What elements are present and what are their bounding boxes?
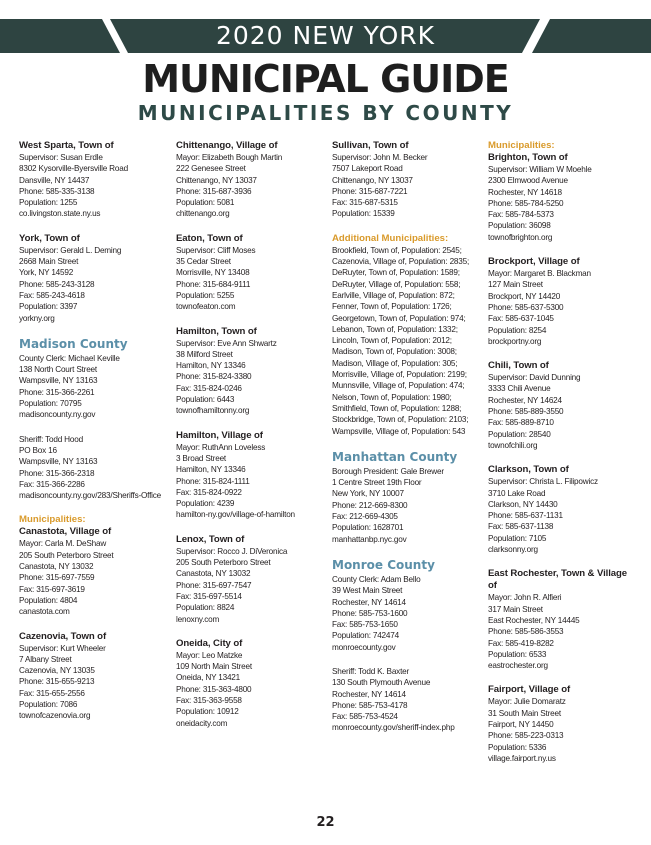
- entry-line: 35 Cedar Street: [176, 257, 231, 267]
- directory-entry: [488, 360, 638, 451]
- entry-line: Supervisor: Kurt Wheeler: [19, 643, 106, 653]
- entry-line: Phone: 315-655-9213: [19, 677, 95, 687]
- entry-line: Population: 5081: [176, 198, 235, 208]
- entry-line: Fax: 585-637-1045: [488, 314, 554, 324]
- directory-entry: [176, 638, 326, 729]
- entry-line: Wampsville, NY 13163: [19, 457, 98, 467]
- entry-line: Phone: 585-889-3550: [488, 407, 564, 417]
- entry-line: 7 Albany Street: [19, 654, 72, 664]
- entry-title: Canastota, Village of: [19, 526, 112, 538]
- entry-line: Supervisor: Rocco J. DiVeronica: [176, 546, 288, 556]
- page-number: 22: [316, 815, 335, 830]
- entry-line: Supervisor: Susan Erdle: [19, 153, 103, 162]
- entry-line: 205 South Peterboro Street: [19, 550, 114, 560]
- entry-line: Fax: 585-243-4618: [19, 290, 85, 300]
- entry-line: Wampsville, NY 13163: [19, 376, 98, 386]
- entry-title: Lenox, Town of: [176, 533, 245, 545]
- banner-title: 2020 NEW YORK: [215, 21, 436, 50]
- entry-line: Rochester, NY 14614: [332, 689, 406, 699]
- entry-line: Fax: 315-655-2556: [19, 688, 85, 698]
- directory-entry: [488, 684, 638, 764]
- entry-title: Hamilton, Town of: [176, 325, 257, 337]
- county-heading: Monroe County: [332, 557, 435, 572]
- entry-line: Population: 5336: [488, 742, 547, 752]
- entry-title: Chili, Town of: [488, 360, 549, 372]
- entry-line: Rochester, NY 14618: [488, 187, 562, 197]
- entry-line: Supervisor: Gerald L. Deming: [19, 245, 122, 255]
- entry-title: York, Town of: [19, 232, 80, 244]
- entry-line: Chittenango, NY 13037: [176, 175, 257, 185]
- entry-line: 1 Centre Street 19th Floor: [332, 478, 422, 488]
- entry-line: Brockport, NY 14420: [488, 291, 561, 301]
- directory-entry: [19, 434, 169, 502]
- entry-website-link[interactable]: clarksonny.org: [488, 545, 538, 555]
- entry-line: Phone: 315-366-2318: [19, 468, 95, 478]
- entry-line: Supervisor: David Dunning: [488, 373, 581, 383]
- directory-entry: [19, 631, 169, 722]
- entry-title: East Rochester, Town & Village of: [488, 568, 627, 592]
- entry-website-link[interactable]: yorkny.org: [19, 313, 55, 323]
- entry-line: York, NY 14592: [19, 268, 74, 278]
- entry-title: Brockport, Village of: [488, 256, 580, 268]
- entry-title: Sullivan, Town of: [332, 140, 409, 151]
- entry-line: 109 North Main Street: [176, 662, 252, 672]
- entry-line: County Clerk: Michael Keville: [19, 353, 120, 363]
- entry-line: Hamilton, NY 13346: [176, 361, 246, 371]
- entry-line: East Rochester, NY 14445: [488, 615, 580, 625]
- section-label: Municipalities:: [19, 514, 86, 526]
- entry-line: Fax: 315-366-2286: [19, 479, 85, 489]
- entry-line: Population: 7086: [19, 699, 78, 709]
- entry-title: Hamilton, Village of: [176, 429, 263, 441]
- entry-line: 205 South Peterboro Street: [176, 558, 271, 568]
- entry-line: Population: 4239: [176, 499, 235, 509]
- additional-municipalities-text: Brookfield, Town of, Population: 2545; Cazenovia, Village of, Population: 2835; DeRuyter, Town of, Population: 1589; DeRuyter, Village of, Population: 558; Earlville, Village of, Population: 872; Fenner, Town of, Population: 1726; Georgetown, Town of, Population: 974; Lebanon, Town of, Population: 1332; Lincoln, Town of, Population: 2012; Madison, Town of, Population: 3008; Madison, Village of, Population: 305; Morrisville, Village of, Population: 2199; Munnsville, Village of, Population: 474; Nelson, Town of, Population: 1980; Smithfield, Town of, Population: 1288; Stockbridge, Town of, Population: 2103; Wampsville, Village of, Population: 543: [332, 245, 470, 436]
- entry-line: 2668 Main Street: [19, 257, 79, 267]
- entry-line: County Clerk: Adam Bello: [332, 574, 421, 584]
- entry-line: 3710 Lake Road: [488, 488, 546, 498]
- entry-line: 3333 Chili Avenue: [488, 384, 551, 394]
- entry-website-link[interactable]: madisoncounty.ny.gov: [19, 410, 96, 420]
- directory-entry: [19, 140, 169, 220]
- entry-line: Phone: 585-243-3128: [19, 279, 95, 289]
- column-3: [332, 140, 482, 747]
- directory-entry: [488, 256, 638, 347]
- entry-title: Cazenovia, Town of: [19, 630, 107, 642]
- entry-line: Population: 5255: [176, 290, 235, 300]
- entry-line: Fax: 315-697-5514: [176, 591, 242, 601]
- column-1: [19, 140, 169, 735]
- entry-line: Mayor: Margaret B. Blackman: [488, 269, 591, 279]
- header-banner: [0, 19, 651, 53]
- entry-line: Mayor: Carla M. DeShaw: [19, 539, 107, 549]
- entry-line: 130 South Plymouth Avenue: [332, 678, 431, 688]
- entry-title: Clarkson, Town of: [488, 464, 569, 476]
- entry-title: Oneida, City of: [176, 637, 243, 649]
- entry-line: Population: 10912: [176, 707, 239, 717]
- directory-entry: [176, 140, 326, 220]
- entry-line: Population: 742474: [332, 631, 399, 641]
- entry-line: Rochester, NY 14614: [332, 597, 406, 607]
- entry-line: Phone: 315-687-7221: [332, 186, 408, 196]
- directory-entry: [19, 233, 169, 324]
- entry-title: Eaton, Town of: [176, 232, 243, 244]
- entry-title: West Sparta, Town of: [19, 140, 114, 151]
- entry-line: 127 Main Street: [488, 280, 543, 290]
- entry-line: Canastota, NY 13032: [176, 569, 251, 579]
- entry-line: 38 Milford Street: [176, 349, 233, 359]
- entry-line: Population: 15339: [332, 209, 395, 219]
- section-label: Additional Municipalities:: [332, 232, 449, 244]
- entry-title: Brighton, Town of: [488, 152, 568, 163]
- entry-line: Fax: 585-753-1650: [332, 620, 398, 630]
- entry-line: Fax: 585-889-8710: [488, 418, 554, 428]
- entry-line: Phone: 585-637-5300: [488, 302, 564, 312]
- entry-line: Population: 8824: [176, 603, 235, 613]
- entry-line: Population: 70795: [19, 399, 82, 409]
- entry-line: Dansville, NY 14437: [19, 175, 90, 185]
- entry-line: Phone: 585-753-4178: [332, 700, 408, 710]
- page-subtitle: MUNICIPALITIES BY COUNTY: [137, 101, 514, 125]
- entry-line: Mayor: Julie Domaratz: [488, 697, 566, 707]
- entry-website-link[interactable]: co.livingston.state.ny.us: [19, 209, 101, 219]
- county-heading: Madison County: [19, 336, 128, 351]
- entry-line: Population: 6533: [488, 649, 547, 659]
- entry-line: 3 Broad Street: [176, 453, 226, 463]
- entry-line: Population: 4804: [19, 595, 78, 605]
- entry-website-link[interactable]: oneidacity.com: [176, 718, 228, 728]
- column-2: [176, 140, 326, 742]
- entry-line: Phone: 585-637-1131: [488, 511, 563, 521]
- entry-title: Fairport, Village of: [488, 684, 571, 696]
- entry-website-link[interactable]: townofhamiltonny.org: [176, 406, 250, 416]
- entry-line: Fax: 315-824-0922: [176, 487, 242, 497]
- entry-line: Mayor: Elizabeth Bough Martin: [176, 153, 283, 162]
- entry-line: Population: 8254: [488, 325, 547, 335]
- entry-line: Fax: 585-753-4524: [332, 712, 398, 722]
- entry-line: Fax: 585-419-8282: [488, 638, 554, 648]
- entry-line: Morrisville, NY 13408: [176, 268, 250, 278]
- directory-entry: [176, 326, 326, 417]
- entry-line: Sheriff: Todd K. Baxter: [332, 666, 410, 676]
- entry-line: 138 North Court Street: [19, 365, 97, 375]
- entry-website-link[interactable]: brockportny.org: [488, 336, 542, 346]
- directory-entry: [332, 666, 482, 734]
- directory-entry: [332, 466, 482, 545]
- entry-website-link[interactable]: townofcazenovia.org: [19, 711, 91, 721]
- entry-line: Phone: 585-586-3553: [488, 627, 564, 637]
- directory-entry: [332, 140, 482, 220]
- entry-line: Supervisor: Christa L. Filipowicz: [488, 477, 598, 487]
- entry-line: 8302 Kysorville-Byersville Road: [19, 164, 128, 174]
- entry-line: Phone: 315-684-9111: [176, 279, 251, 289]
- entry-line: Supervisor: Cliff Moses: [176, 245, 256, 255]
- entry-line: Phone: 315-687-3936: [176, 186, 252, 196]
- entry-line: Cazenovia, NY 13035: [19, 666, 95, 676]
- entry-line: Fax: 585-784-5373: [488, 210, 554, 220]
- entry-line: Supervisor: John M. Becker: [332, 153, 428, 162]
- directory-entry: [19, 353, 169, 421]
- directory-entry: [19, 526, 169, 617]
- entry-website-link[interactable]: village.fairport.ny.us: [488, 753, 556, 763]
- directory-entry: [488, 464, 638, 555]
- entry-website-link[interactable]: madisoncounty.ny.gov/283/Sheriffs-Office: [19, 491, 162, 501]
- entry-website-link[interactable]: lenoxny.com: [176, 614, 220, 624]
- entry-line: Population: 36098: [488, 221, 551, 231]
- entry-website-link[interactable]: chittenango.org: [176, 209, 230, 219]
- entry-line: Fax: 315-824-0246: [176, 383, 242, 393]
- entry-line: Oneida, NY 13421: [176, 673, 241, 683]
- entry-website-link[interactable]: eastrochester.org: [488, 661, 548, 671]
- entry-line: Phone: 315-697-7559: [19, 573, 95, 583]
- entry-line: Phone: 212-669-8300: [332, 500, 408, 510]
- directory-entry: [332, 574, 482, 653]
- entry-website-link[interactable]: monroecounty.gov: [332, 642, 396, 652]
- entry-line: Phone: 585-784-5250: [488, 198, 564, 208]
- entry-line: Borough President: Gale Brewer: [332, 466, 444, 476]
- entry-line: Hamilton, NY 13346: [176, 465, 246, 475]
- entry-line: PO Box 16: [19, 445, 57, 455]
- entry-website-link[interactable]: manhattanbp.nyc.gov: [332, 534, 407, 544]
- section-label: Municipalities:: [488, 140, 555, 151]
- entry-line: Phone: 315-824-1111: [176, 476, 250, 486]
- entry-line: Mayor: RuthAnn Loveless: [176, 442, 266, 452]
- entry-line: Population: 3397: [19, 302, 78, 312]
- column-4: [488, 140, 638, 777]
- page-title: MUNICIPAL GUIDE: [142, 57, 509, 101]
- entry-line: Rochester, NY 14624: [488, 395, 562, 405]
- county-heading: Manhattan County: [332, 449, 458, 464]
- entry-line: Sheriff: Todd Hood: [19, 434, 83, 444]
- directory-entry: [176, 534, 326, 625]
- entry-website-link[interactable]: hamilton-ny.gov/village-of-hamilton: [176, 510, 295, 520]
- entry-line: Supervisor: William W Moehle: [488, 165, 592, 174]
- entry-title: Chittenango, Village of: [176, 140, 278, 151]
- directory-entry: [488, 152, 638, 243]
- entry-line: Fax: 585-637-1138: [488, 522, 554, 532]
- entry-website-link[interactable]: townofeaton.com: [176, 302, 236, 312]
- directory-entry: [176, 233, 326, 313]
- directory-entry: [488, 568, 638, 671]
- entry-line: Mayor: Leo Matzke: [176, 650, 243, 660]
- entry-line: Fax: 212-669-4305: [332, 512, 398, 522]
- entry-line: 39 West Main Street: [332, 586, 403, 596]
- entry-line: Phone: 315-366-2261: [19, 387, 95, 397]
- entry-line: Population: 1628701: [332, 523, 404, 533]
- entry-line: 317 Main Street: [488, 604, 543, 614]
- entry-line: Phone: 585-335-3138: [19, 186, 95, 196]
- entry-website-link[interactable]: townofbrighton.org: [488, 232, 553, 242]
- entry-line: Phone: 585-753-1600: [332, 608, 408, 618]
- entry-line: Phone: 315-697-7547: [176, 580, 252, 590]
- entry-line: Supervisor: Eve Ann Shwartz: [176, 338, 277, 348]
- entry-line: Fairport, NY 14450: [488, 719, 554, 729]
- entry-website-link[interactable]: townofchili.org: [488, 440, 538, 450]
- entry-line: Population: 1255: [19, 198, 78, 208]
- entry-line: Canastota, NY 13032: [19, 562, 94, 572]
- entry-line: Phone: 315-824-3380: [176, 372, 252, 382]
- entry-website-link[interactable]: monroecounty.gov/sheriff-index.php: [332, 723, 455, 733]
- entry-line: 7507 Lakeport Road: [332, 164, 403, 174]
- entry-line: Population: 7105: [488, 533, 547, 543]
- entry-line: Phone: 585-223-0313: [488, 731, 564, 741]
- entry-line: Mayor: John R. Alfieri: [488, 593, 562, 603]
- entry-line: Clarkson, NY 14430: [488, 499, 558, 509]
- entry-line: Population: 28540: [488, 429, 551, 439]
- entry-line: 31 South Main Street: [488, 708, 561, 718]
- entry-line: Fax: 315-687-5315: [332, 198, 398, 208]
- directory-entry: [176, 430, 326, 521]
- entry-line: Fax: 315-363-9558: [176, 695, 242, 705]
- entry-line: 222 Genesee Street: [176, 164, 246, 174]
- entry-line: Phone: 315-363-4800: [176, 684, 252, 694]
- entry-line: New York, NY 10007: [332, 489, 404, 499]
- entry-line: Chittenango, NY 13037: [332, 175, 413, 185]
- entry-line: Fax: 315-697-3619: [19, 584, 85, 594]
- entry-line: 2300 Elmwood Avenue: [488, 176, 568, 186]
- entry-website-link[interactable]: canastota.com: [19, 607, 70, 617]
- entry-line: Population: 6443: [176, 395, 235, 405]
